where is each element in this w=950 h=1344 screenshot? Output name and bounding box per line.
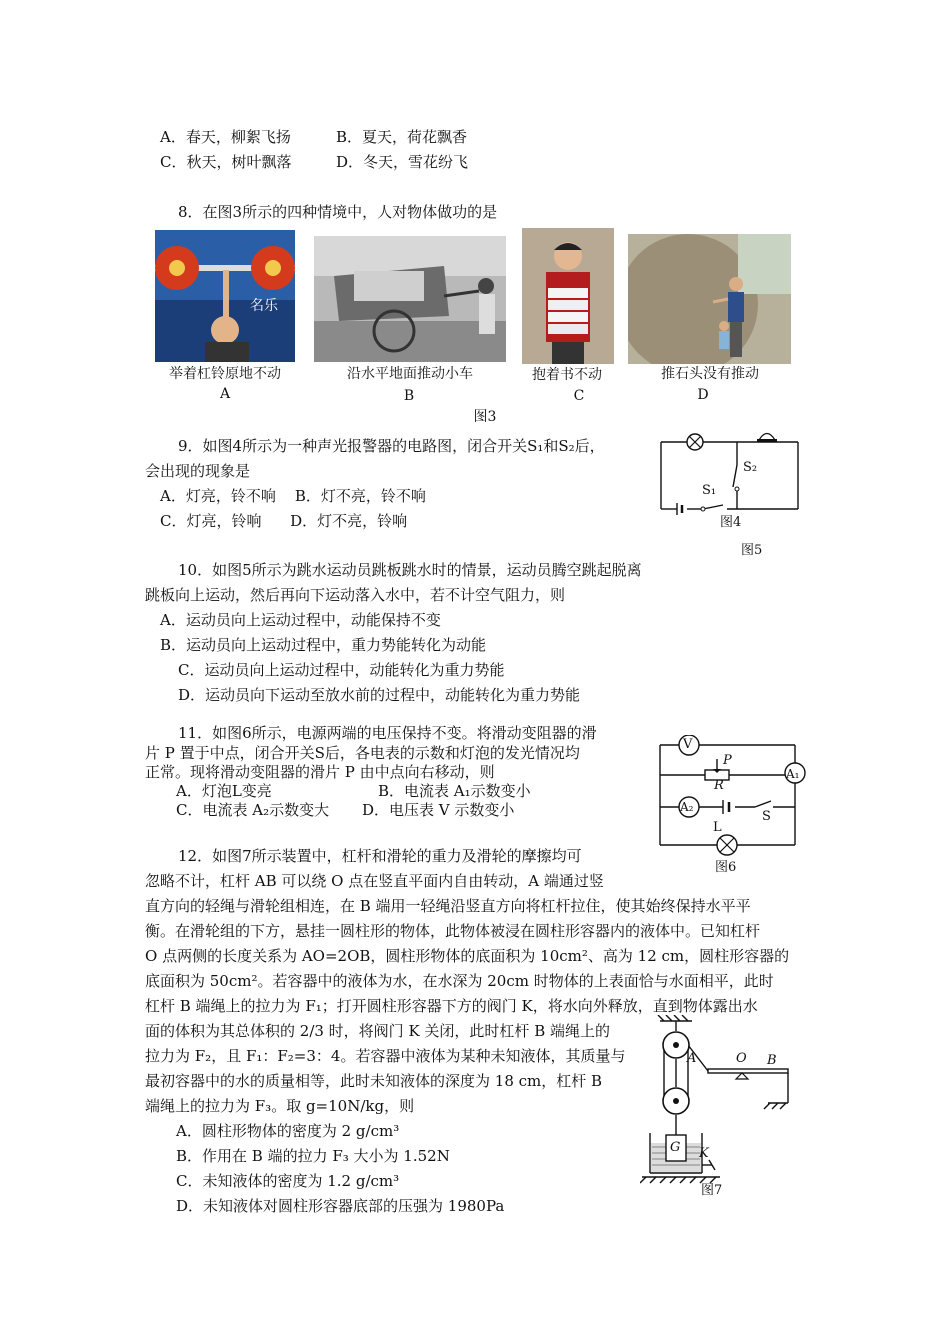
figure-7-label: 图7 <box>701 1183 723 1198</box>
photo-pushing-rock <box>628 234 791 364</box>
fig6-s-label: S <box>762 809 771 824</box>
q11-option-a: A．灯泡L变亮 <box>176 782 272 800</box>
q9-options-line1: A．灯亮，铃不响 B．灯不亮，铃不响 <box>160 487 426 505</box>
fig7-a-label: A <box>687 1051 697 1066</box>
fig6-l-label: L <box>713 820 722 835</box>
photo-weightlifter <box>155 230 295 362</box>
photo-holding-books <box>522 228 614 364</box>
q11-option-b: B．电流表 A₁示数变小 <box>378 782 531 800</box>
fig6-v-label: V <box>683 737 693 752</box>
q12-line7: 杠杆 B 端绳上的拉力为 F₁；打开圆柱形容器下方的阀门 K，将水向外释放，直到物体露出水 <box>145 997 758 1015</box>
q10-option-a: A．运动员向上运动过程中，动能保持不变 <box>160 611 441 629</box>
caption-a: 举着杠铃原地不动 <box>169 366 281 382</box>
q10-option-b: B．运动员向上运动过程中，重力势能转化为动能 <box>160 636 487 654</box>
letter-d: D <box>697 387 709 403</box>
q7-option-d: D．冬天，雪花纷飞 <box>336 153 469 171</box>
q11-line1: 11．如图6所示，电源两端的电压保持不变。将滑动变阻器的滑 <box>178 724 597 742</box>
q7-option-a: A．春天，柳絮飞扬 <box>160 128 291 146</box>
q11-line3: 正常。现将滑动变阻器的滑片 P 由中点向右移动，则 <box>145 763 495 781</box>
figure-7-apparatus <box>640 1015 790 1185</box>
q12-option-c: C．未知液体的密度为 1.2 g/cm³ <box>176 1172 400 1190</box>
fig6-a1-label: A₁ <box>786 767 800 781</box>
letter-c: C <box>573 388 585 404</box>
q12-line1: 12．如图7所示装置中，杠杆和滑轮的重力及滑轮的摩擦均可 <box>178 847 582 865</box>
q9-stem-line2: 会出现的现象是 <box>145 462 251 480</box>
q12-line11: 端绳上的拉力为 F₃。取 g=10N/kg，则 <box>145 1097 415 1115</box>
q12-line8: 面的体积为其总体积的 2/3 时，将阀门 K 关闭，此时杠杆 B 端绳上的 <box>145 1022 610 1040</box>
q10-stem-line2: 跳板向上运动，然后再向下运动落入水中，若不计空气阻力，则 <box>145 586 566 604</box>
letter-b: B <box>403 388 415 404</box>
fig6-a2-label: A₂ <box>680 800 694 814</box>
fig7-k-label: K <box>699 1146 709 1161</box>
figure-3-label: 图3 <box>473 409 497 425</box>
q12-line2: 忽略不计，杠杆 AB 可以绕 O 点在竖直平面内自由转动，A 端通过竖 <box>145 872 604 890</box>
q7-option-c: C．秋天，树叶飘落 <box>160 153 292 171</box>
svg-text:名乐: 名乐 <box>250 298 278 314</box>
q11-line2: 片 P 置于中点，闭合开关S后，各电表的示数和灯泡的发光情况均 <box>145 744 580 762</box>
q12-option-b: B．作用在 B 端的拉力 F₃ 大小为 1.52N <box>176 1147 450 1165</box>
q11-option-c: C．电流表 A₂示数变大 <box>176 801 330 819</box>
q12-line5: O 点两侧的长度关系为 AO=2OB，圆柱形物体的底面积为 10cm²、高为 12 cm，圆柱形容器的 <box>145 947 790 965</box>
q9-s2-label: S₂ <box>743 460 758 475</box>
photo-cart <box>314 236 506 362</box>
caption-d: 推石头没有推动 <box>661 366 759 382</box>
q12-line3: 直方向的轻绳与滑轮组相连，在 B 端用一轻绳沿竖直方向将杠杆拉住，使其始终保持水平平 <box>145 897 751 915</box>
q12-line6: 底面积为 50cm²。若容器中的液体为水，在水深为 20cm 时物体的上表面恰与水面相平，此时 <box>145 972 774 990</box>
q10-stem-line1: 10．如图5所示为跳水运动员跳板跳水时的情景，运动员腾空跳起脱离 <box>178 561 642 579</box>
q10-option-d: D．运动员向下运动至放水前的过程中，动能转化为重力势能 <box>178 686 581 704</box>
fig7-b-label: B <box>767 1053 777 1068</box>
fig7-g-label: G <box>670 1140 681 1155</box>
figure-4-label: 图4 <box>720 515 742 530</box>
figure-6-label: 图6 <box>715 860 737 875</box>
letter-a: A <box>219 386 231 402</box>
q9-s1-label: S₁ <box>702 483 717 498</box>
q10-option-c: C．运动员向上运动过程中，动能转化为重力势能 <box>178 661 505 679</box>
q9-stem-line1: 9．如图4所示为一种声光报警器的电路图，闭合开关S₁和S₂后， <box>178 437 605 455</box>
q12-line4: 衡。在滑轮组的下方，悬挂一圆柱形的物体，此物体被浸在圆柱形容器内的液体中。已知杠杆 <box>145 922 761 940</box>
fig7-o-label: O <box>736 1051 747 1066</box>
q12-option-a: A．圆柱形物体的密度为 2 g/cm³ <box>176 1122 400 1140</box>
q9-options-line2: C．灯亮，铃响 D．灯不亮，铃响 <box>160 512 408 530</box>
q12-line10: 最初容器中的水的质量相等，此时未知液体的深度为 18 cm，杠杆 B <box>145 1072 603 1090</box>
q11-option-d: D．电压表 V 示数变小 <box>362 801 515 819</box>
fig6-p-label: P <box>723 753 732 768</box>
q8-stem: 8．在图3所示的四种情境中，人对物体做功的是 <box>178 203 498 221</box>
fig6-r-label: R <box>714 778 724 793</box>
q7-option-b: B．夏天，荷花飘香 <box>336 128 468 146</box>
figure-5-label: 图5 <box>741 543 763 558</box>
q12-option-d: D．未知液体对圆柱形容器底部的压强为 1980Pa <box>176 1197 505 1215</box>
caption-c: 抱着书不动 <box>532 367 602 383</box>
q12-line9: 拉力为 F₂，且 F₁：F₂=3：4。若容器中液体为某种未知液体，其质量与 <box>145 1047 626 1065</box>
figure-6-circuit <box>655 735 810 860</box>
caption-b: 沿水平地面推动小车 <box>347 366 473 382</box>
